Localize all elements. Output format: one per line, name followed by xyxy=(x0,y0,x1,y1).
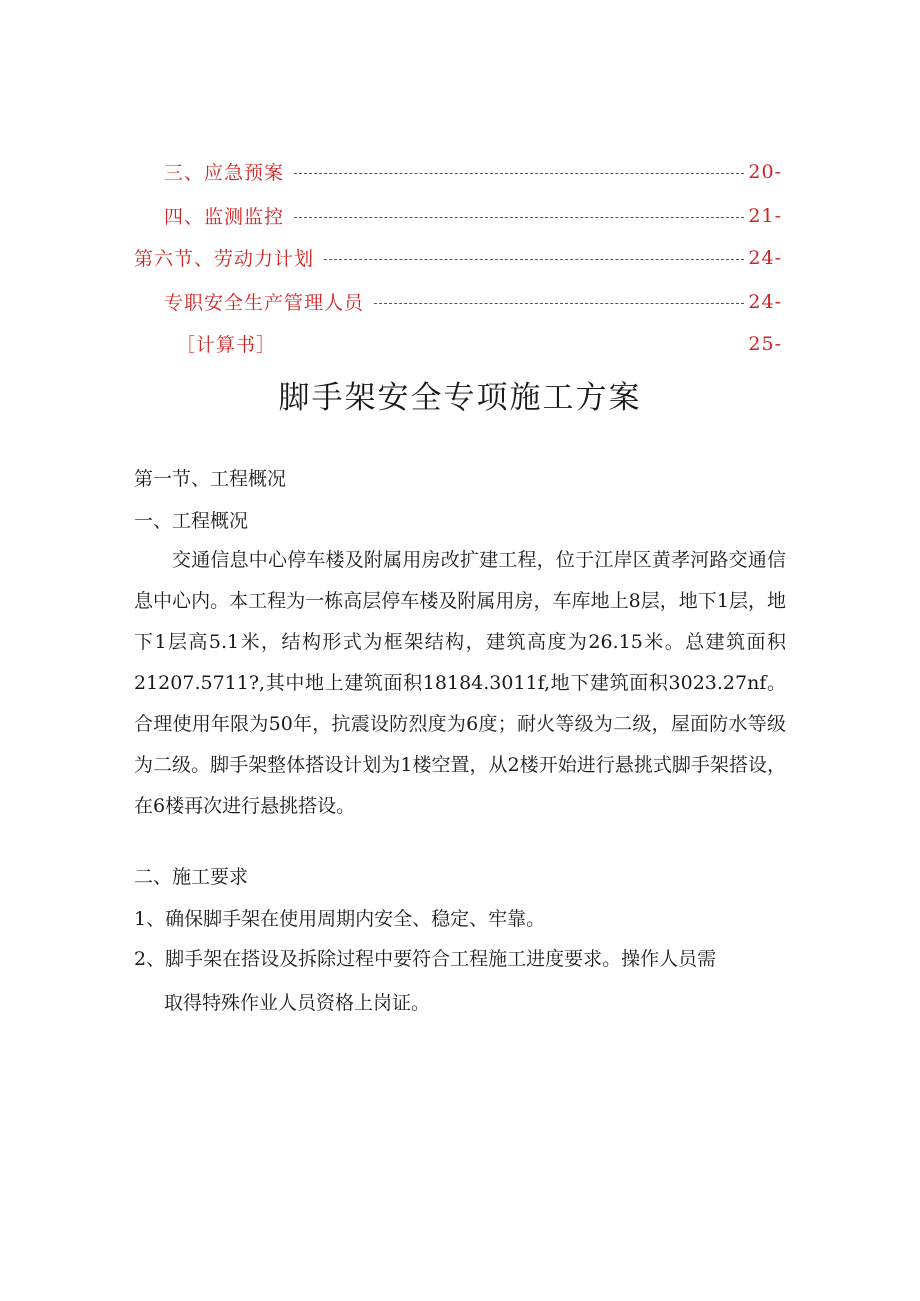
toc-page-number: 21- xyxy=(748,204,782,227)
section-heading: 第一节、工程概况 xyxy=(134,468,287,490)
toc-entry-calculation[interactable] xyxy=(176,330,782,357)
requirement-item-continuation: 取得特殊作业人员资格上岗证。 xyxy=(164,992,431,1014)
toc-page-number: 24- xyxy=(748,290,782,313)
toc-leader xyxy=(294,173,744,174)
toc-page-number: 24- xyxy=(748,246,782,269)
subsection-heading: 一、工程概况 xyxy=(134,510,249,532)
document-title: 脚手架安全专项施工方案 xyxy=(278,380,642,416)
toc-label: 第六节、劳动力计划 xyxy=(134,248,315,270)
requirement-item: 2、脚手架在搭设及拆除过程中要符合工程施工进度要求。操作人员需 xyxy=(134,948,717,970)
project-overview-paragraph: 交通信息中心停车楼及附属用房改扩建工程，位于江岸区黄孝河路交通信息中心内。本工程为一栋高层停车楼及附属用房，车库地上8层，地下1层，地下1层高5.1米，结构形式为框架结构，建筑高度为26.15米。总建筑面积21207.5711?,其中地上建筑面积18184.3011f,地下建筑面积3023.27nf。合理使用年限为50年，抗震设防烈度为6度；耐火等级为二级，屋面防水等级为二级。脚手架整体搭设计划为1楼空置，从2楼开始进行悬挑式脚手架搭设，在6楼再次进行悬挑搭设。 xyxy=(134,549,786,817)
subsection-heading-requirements: 二、施工要求 xyxy=(134,866,249,888)
toc-entry-labor-plan[interactable] xyxy=(134,244,782,271)
toc-leader xyxy=(294,217,744,218)
toc-entry-safety-staff[interactable] xyxy=(164,288,782,315)
requirement-item: 1、确保脚手架在使用周期内安全、稳定、牢靠。 xyxy=(134,908,546,930)
toc-entry-monitoring[interactable] xyxy=(164,202,782,229)
toc-label: 四、监测监控 xyxy=(164,206,285,228)
toc-label: ［计算书］ xyxy=(176,334,277,356)
toc-entry-emergency-plan[interactable] xyxy=(164,158,782,185)
toc-label: 专职安全生产管理人员 xyxy=(164,292,365,314)
toc-leader xyxy=(374,303,744,304)
toc-label: 三、应急预案 xyxy=(164,162,285,184)
toc-page-number: 20- xyxy=(748,160,782,183)
toc-page-number: 25- xyxy=(748,332,782,355)
toc-leader xyxy=(324,259,744,260)
